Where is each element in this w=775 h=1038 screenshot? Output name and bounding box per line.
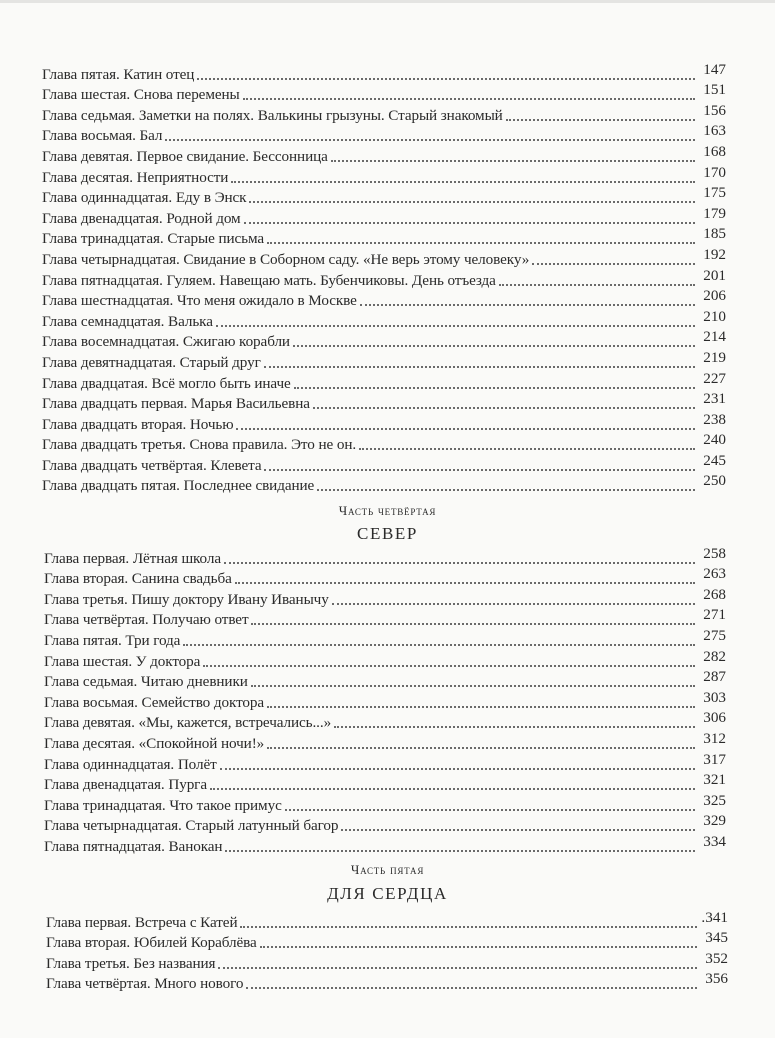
toc-entry	[42, 206, 726, 227]
page-number: 312	[703, 729, 726, 747]
dot-leader	[197, 78, 695, 80]
toc-entry	[42, 474, 726, 495]
toc-entry	[44, 752, 726, 773]
dot-leader	[225, 850, 695, 852]
dot-leader	[216, 325, 695, 327]
page-number: 206	[703, 287, 726, 305]
chapter-title: Глава третья. Без названия	[46, 954, 216, 972]
chapter-title: Глава шестая. У доктора	[44, 652, 201, 670]
page-number: 263	[703, 565, 726, 583]
toc-entry	[42, 83, 726, 104]
toc-entry	[42, 371, 726, 392]
chapter-title: Глава двадцатая. Всё могло быть иначе	[42, 374, 291, 392]
chapter-title: Глава одиннадцатая. Полёт	[44, 755, 217, 773]
chapter-title: Глава вторая. Юбилей Кораблёва	[46, 934, 257, 952]
page-number: 317	[703, 750, 726, 768]
dot-leader	[359, 448, 695, 450]
dot-leader	[332, 603, 695, 605]
chapter-title: Глава десятая. «Спокойной ночи!»	[44, 734, 265, 752]
chapter-title: Глава восемнадцатая. Сжигаю корабли	[42, 333, 290, 351]
chapter-title: Глава четвёртая. Много нового	[46, 975, 244, 993]
toc-entry	[42, 289, 726, 310]
chapter-title: Глава девятая. Первое свидание. Бессонница	[42, 147, 328, 165]
chapter-title: Глава девятнадцатая. Старый друг	[42, 353, 261, 371]
dot-leader	[251, 623, 695, 625]
chapter-title: Глава двадцать пятая. Последнее свидание	[42, 477, 315, 495]
dot-leader	[267, 242, 695, 244]
dot-leader	[294, 387, 695, 389]
toc-entry	[42, 453, 726, 474]
toc-entry	[42, 309, 726, 330]
chapter-title: Глава тринадцатая. Что такое примус	[44, 796, 282, 814]
page-number: 287	[703, 668, 726, 686]
dot-leader	[360, 304, 695, 306]
chapter-title: Глава двадцать вторая. Ночью	[42, 415, 234, 433]
chapter-title: Глава шестнадцатая. Что меня ожидало в Москве	[42, 292, 357, 310]
toc-entry	[44, 690, 726, 711]
chapter-title: Глава первая. Встреча с Катей	[46, 913, 238, 931]
dot-leader	[165, 139, 695, 141]
chapter-title: Глава двадцать первая. Марья Васильевна	[42, 395, 310, 413]
chapter-title: Глава седьмая. Читаю дневники	[44, 673, 248, 691]
dot-leader	[499, 284, 695, 286]
dot-leader	[267, 747, 695, 749]
toc-entry	[44, 649, 726, 670]
dot-leader	[331, 160, 695, 162]
page-number: 245	[703, 451, 726, 469]
page-number: 303	[703, 688, 726, 706]
page-number: 147	[703, 60, 726, 78]
toc-entry	[42, 186, 726, 207]
page-number: 179	[703, 204, 726, 222]
toc-entry	[42, 268, 726, 289]
dot-leader	[317, 489, 695, 491]
page-number: 156	[703, 101, 726, 119]
dot-leader	[246, 987, 697, 989]
dot-leader	[251, 685, 695, 687]
chapter-title: Глава двенадцатая. Родной дом	[42, 209, 241, 227]
chapter-title: Глава шестая. Снова перемены	[42, 86, 240, 104]
chapter-title: Глава тринадцатая. Старые письма	[42, 230, 265, 248]
chapter-title: Глава четырнадцатая. Старый латунный багор	[44, 817, 339, 835]
page-number: 151	[703, 81, 726, 99]
page-number: 275	[703, 626, 726, 644]
toc-entry	[44, 628, 726, 649]
toc-entry	[42, 412, 726, 433]
dot-leader	[293, 345, 695, 347]
toc-entry	[44, 834, 726, 855]
toc-entry	[42, 247, 726, 268]
chapter-title: Глава восьмая. Семейство доктора	[44, 693, 265, 711]
dot-leader	[313, 407, 695, 409]
toc-entry	[44, 546, 726, 567]
page-number: 175	[703, 184, 726, 202]
page-number: 214	[703, 328, 726, 346]
toc-entry	[44, 711, 726, 732]
chapter-title: Глава пятнадцатая. Гуляем. Навещаю мать. Бубенчиковы. День отъезда	[42, 271, 496, 289]
toc-entry	[42, 330, 726, 351]
chapter-title: Глава девятая. «Мы, кажется, встречались...»	[44, 714, 332, 732]
toc-section-part-3-continued	[42, 62, 726, 494]
toc-entry	[42, 165, 726, 186]
toc-entry	[42, 433, 726, 454]
chapter-title: Глава двадцать третья. Снова правила. Это не он.	[42, 436, 357, 454]
chapter-title: Глава двадцать четвёртая. Клевета	[42, 456, 262, 474]
dot-leader	[210, 788, 695, 790]
part-5-label: Часть пятая	[350, 862, 425, 877]
dot-leader	[244, 222, 695, 224]
page-number: 282	[703, 647, 726, 665]
chapter-title: Глава десятая. Неприятности	[42, 168, 229, 186]
dot-leader	[260, 946, 697, 948]
chapter-title: Глава одиннадцатая. Еду в Энск	[42, 189, 247, 207]
dot-leader	[218, 967, 697, 969]
dot-leader	[334, 726, 695, 728]
page-number: 238	[703, 410, 726, 428]
chapter-title: Глава вторая. Санина свадьба	[44, 570, 232, 588]
dot-leader	[240, 926, 697, 928]
part-4-label: Часть четвёртая	[338, 503, 437, 518]
dot-leader	[243, 98, 695, 100]
page-number: 268	[703, 585, 726, 603]
chapter-title: Глава пятая. Три года	[44, 631, 181, 649]
toc-entry	[42, 392, 726, 413]
toc-entry	[44, 814, 726, 835]
toc-entry	[42, 103, 726, 124]
page-number: 210	[703, 307, 726, 325]
dot-leader	[203, 665, 695, 667]
toc-entry	[46, 910, 728, 931]
chapter-title: Глава четвёртая. Получаю ответ	[44, 611, 249, 629]
toc-entry	[44, 567, 726, 588]
chapter-title: Глава четырнадцатая. Свидание в Соборном саду. «Не верь этому человеку»	[42, 250, 530, 268]
dot-leader	[235, 582, 695, 584]
dot-leader	[183, 644, 695, 646]
dot-leader	[267, 706, 695, 708]
toc-entry	[44, 793, 726, 814]
page-number: 345	[705, 929, 728, 947]
page-number: 325	[703, 791, 726, 809]
toc-entry	[44, 608, 726, 629]
page-number: 227	[703, 369, 726, 387]
page-number: 329	[703, 812, 726, 830]
toc-entry	[46, 972, 728, 993]
toc-entry	[44, 731, 726, 752]
chapter-title: Глава седьмая. Заметки на полях. Валькины грызуны. Старый знакомый	[42, 106, 503, 124]
toc-entry	[44, 773, 726, 794]
dot-leader	[264, 469, 695, 471]
toc-entry	[42, 62, 726, 83]
dot-leader	[506, 119, 695, 121]
dot-leader	[249, 201, 695, 203]
toc-section-part-4	[44, 546, 726, 855]
toc-entry	[42, 227, 726, 248]
toc-entry	[44, 670, 726, 691]
dot-leader	[224, 562, 695, 564]
page-number: 168	[703, 142, 726, 160]
part-5-title: ДЛЯ СЕРДЦА	[327, 884, 448, 903]
page-number: 258	[703, 544, 726, 562]
toc-section-part-5	[46, 910, 728, 992]
chapter-title: Глава первая. Лётная школа	[44, 549, 221, 567]
page-top-edge	[0, 0, 775, 3]
toc-entry	[42, 350, 726, 371]
toc-entry	[42, 124, 726, 145]
page-number: 240	[703, 431, 726, 449]
page-number: 170	[703, 163, 726, 181]
page-number: 321	[703, 771, 726, 789]
dot-leader	[285, 809, 695, 811]
toc-entry	[44, 587, 726, 608]
page-number: 334	[703, 832, 726, 850]
toc-entry	[46, 951, 728, 972]
chapter-title: Глава третья. Пишу доктору Ивану Иванычу	[44, 590, 329, 608]
page-number: 185	[703, 225, 726, 243]
page-number: 250	[703, 472, 726, 490]
dot-leader	[220, 768, 695, 770]
page-number: 192	[703, 245, 726, 263]
page-number: 356	[705, 970, 728, 988]
dot-leader	[341, 829, 695, 831]
dot-leader	[236, 428, 695, 430]
page-number: 201	[703, 266, 726, 284]
chapter-title: Глава семнадцатая. Валька	[42, 312, 213, 330]
page-number: .341	[701, 908, 728, 926]
dot-leader	[532, 263, 695, 265]
chapter-title: Глава пятая. Катин отец	[42, 65, 195, 83]
page-number: 352	[705, 949, 728, 967]
page-number: 219	[703, 348, 726, 366]
toc-entry	[46, 931, 728, 952]
dot-leader	[264, 366, 695, 368]
chapter-title: Глава восьмая. Бал	[42, 127, 163, 145]
page-number: 271	[703, 606, 726, 624]
page-number: 163	[703, 122, 726, 140]
chapter-title: Глава двенадцатая. Пурга	[44, 776, 207, 794]
dot-leader	[231, 181, 695, 183]
page-number: 231	[703, 390, 726, 408]
page-number: 306	[703, 709, 726, 727]
part-4-title: СЕВЕР	[357, 524, 418, 543]
chapter-title: Глава пятнадцатая. Ванокан	[44, 837, 223, 855]
toc-entry	[42, 144, 726, 165]
